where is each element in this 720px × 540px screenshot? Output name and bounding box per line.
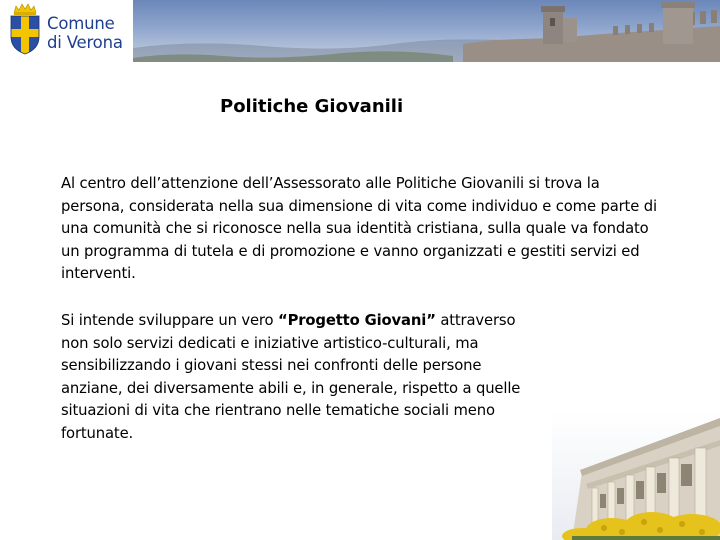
project-name: “Progetto Giovani” xyxy=(278,312,436,329)
paragraph-1: Al centro dell’attenzione dell’Assessorato alle Politiche Giovanili si trova la persona, considerata nella sua dimensione di vita come individuo e come parte di una comunità che si riconosce nella sua identità cristiana, sulla quale va fondato un programma di tutela e di promozione e vanno organizzati e gestiti servizi ed interventi. xyxy=(61,175,657,283)
paragraph-2-intro: Si intende sviluppare un vero xyxy=(61,312,278,329)
paragraph-2 xyxy=(61,310,541,446)
page-title: Politiche Giovanili xyxy=(220,96,404,117)
logo-line-2: di Verona xyxy=(47,33,123,52)
logo xyxy=(0,0,133,62)
palazzo-image xyxy=(552,412,720,540)
header xyxy=(0,0,720,62)
coat-of-arms-icon xyxy=(8,3,42,55)
logo-line-1: Comune xyxy=(47,14,115,33)
header-banner-image xyxy=(133,0,720,62)
paragraph-2-body: attraverso non solo servizi dedicati e iniziative artistico-culturali, ma sensibilizzando i giovani stessi nei confronti delle persone anziane, dei diversamente abili e, in generale, rispetto a quelle situazioni di vita che rientrano nelle tematiche sociali meno fortunate. xyxy=(61,312,521,442)
logo-text xyxy=(47,14,123,52)
